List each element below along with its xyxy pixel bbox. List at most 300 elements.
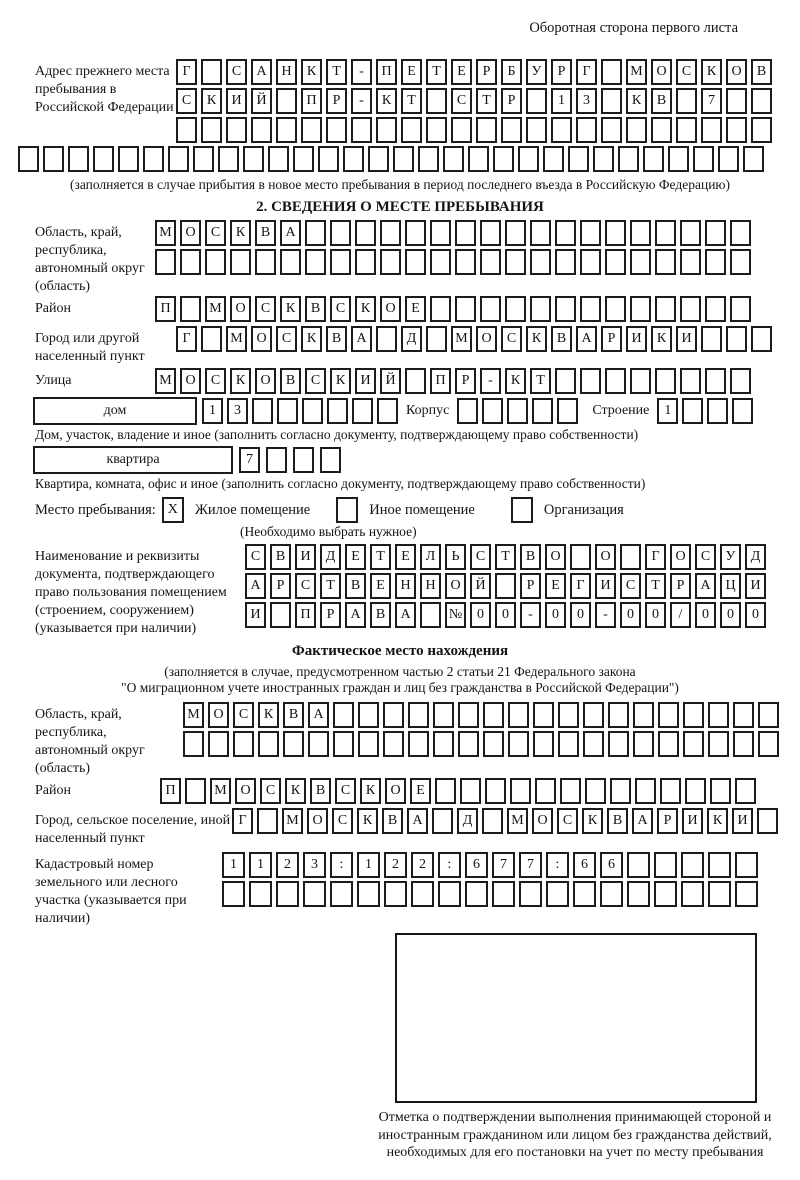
char-cell[interactable]: А — [351, 326, 372, 352]
char-cell[interactable] — [201, 326, 222, 352]
char-cell[interactable] — [535, 778, 556, 804]
char-cell[interactable]: Т — [476, 88, 497, 114]
char-cell[interactable] — [681, 881, 704, 907]
char-cell[interactable]: Р — [270, 573, 291, 599]
char-cell[interactable] — [505, 220, 526, 246]
char-cell[interactable]: С — [676, 59, 697, 85]
char-cell[interactable] — [708, 852, 731, 878]
char-cell[interactable] — [358, 731, 379, 757]
char-cell[interactable] — [302, 398, 323, 424]
char-cell[interactable]: В — [270, 544, 291, 570]
char-cell[interactable] — [730, 296, 751, 322]
char-cell[interactable]: У — [720, 544, 741, 570]
char-cell[interactable] — [468, 146, 489, 172]
char-cell[interactable]: 3 — [227, 398, 248, 424]
char-cell[interactable] — [380, 249, 401, 275]
char-cell[interactable]: К — [301, 326, 322, 352]
char-cell[interactable]: Т — [320, 573, 341, 599]
char-cell[interactable] — [411, 881, 434, 907]
char-cell[interactable] — [730, 249, 751, 275]
char-cell[interactable] — [630, 296, 651, 322]
char-cell[interactable] — [555, 296, 576, 322]
char-cell[interactable] — [358, 702, 379, 728]
char-cell[interactable]: М — [205, 296, 226, 322]
char-cell[interactable] — [751, 117, 772, 143]
char-cell[interactable] — [355, 249, 376, 275]
char-cell[interactable] — [233, 731, 254, 757]
char-cell[interactable]: : — [438, 852, 461, 878]
char-cell[interactable]: 6 — [600, 852, 623, 878]
char-cell[interactable] — [383, 731, 404, 757]
char-cell[interactable]: Д — [320, 544, 341, 570]
char-cell[interactable]: В — [280, 368, 301, 394]
char-cell[interactable] — [680, 296, 701, 322]
char-cell[interactable]: В — [370, 602, 391, 628]
char-cell[interactable] — [733, 702, 754, 728]
char-cell[interactable] — [533, 702, 554, 728]
char-cell[interactable] — [455, 249, 476, 275]
char-cell[interactable] — [249, 881, 272, 907]
char-cell[interactable]: Д — [457, 808, 478, 834]
char-cell[interactable]: 0 — [570, 602, 591, 628]
char-cell[interactable]: 1 — [222, 852, 245, 878]
char-cell[interactable] — [655, 249, 676, 275]
char-cell[interactable]: В — [651, 88, 672, 114]
char-cell[interactable] — [270, 602, 291, 628]
char-cell[interactable]: Р — [670, 573, 691, 599]
char-cell[interactable]: И — [595, 573, 616, 599]
char-cell[interactable]: С — [332, 808, 353, 834]
char-cell[interactable] — [601, 59, 622, 85]
char-cell[interactable]: В — [607, 808, 628, 834]
char-cell[interactable] — [618, 146, 639, 172]
char-cell[interactable]: И — [245, 602, 266, 628]
char-cell[interactable]: А — [345, 602, 366, 628]
organization-checkbox[interactable] — [511, 497, 533, 523]
char-cell[interactable] — [683, 731, 704, 757]
char-cell[interactable] — [405, 220, 426, 246]
char-cell[interactable]: Е — [405, 296, 426, 322]
char-cell[interactable] — [655, 220, 676, 246]
char-cell[interactable]: 3 — [303, 852, 326, 878]
char-cell[interactable] — [680, 249, 701, 275]
char-cell[interactable]: Б — [501, 59, 522, 85]
char-cell[interactable] — [433, 731, 454, 757]
char-cell[interactable]: О — [651, 59, 672, 85]
char-cell[interactable] — [530, 296, 551, 322]
char-cell[interactable] — [430, 249, 451, 275]
char-cell[interactable] — [222, 881, 245, 907]
char-cell[interactable] — [320, 447, 341, 473]
char-cell[interactable] — [526, 117, 547, 143]
char-cell[interactable] — [483, 731, 504, 757]
char-cell[interactable]: В — [520, 544, 541, 570]
char-cell[interactable]: П — [301, 88, 322, 114]
char-cell[interactable] — [180, 249, 201, 275]
char-cell[interactable] — [601, 88, 622, 114]
char-cell[interactable]: И — [226, 88, 247, 114]
char-cell[interactable] — [451, 117, 472, 143]
char-cell[interactable] — [480, 220, 501, 246]
char-cell[interactable]: Н — [420, 573, 441, 599]
char-cell[interactable] — [208, 731, 229, 757]
char-cell[interactable]: 1 — [357, 852, 380, 878]
char-cell[interactable] — [176, 117, 197, 143]
char-cell[interactable]: Р — [520, 573, 541, 599]
char-cell[interactable] — [546, 881, 569, 907]
char-cell[interactable]: О — [476, 326, 497, 352]
char-cell[interactable]: К — [355, 296, 376, 322]
char-cell[interactable]: 2 — [384, 852, 407, 878]
char-cell[interactable] — [643, 146, 664, 172]
char-cell[interactable]: 2 — [276, 852, 299, 878]
char-cell[interactable]: К — [258, 702, 279, 728]
char-cell[interactable] — [600, 881, 623, 907]
char-cell[interactable]: - — [351, 59, 372, 85]
char-cell[interactable]: В — [345, 573, 366, 599]
char-cell[interactable] — [708, 731, 729, 757]
char-cell[interactable] — [576, 117, 597, 143]
char-cell[interactable]: П — [430, 368, 451, 394]
char-cell[interactable]: О — [726, 59, 747, 85]
char-cell[interactable] — [118, 146, 139, 172]
char-cell[interactable]: С — [245, 544, 266, 570]
char-cell[interactable] — [605, 249, 626, 275]
char-cell[interactable] — [627, 852, 650, 878]
char-cell[interactable]: К — [626, 88, 647, 114]
char-cell[interactable] — [180, 296, 201, 322]
char-cell[interactable] — [507, 398, 528, 424]
char-cell[interactable]: К — [301, 59, 322, 85]
char-cell[interactable] — [438, 881, 461, 907]
char-cell[interactable]: 1 — [551, 88, 572, 114]
char-cell[interactable]: - — [480, 368, 501, 394]
char-cell[interactable] — [580, 249, 601, 275]
char-cell[interactable]: 0 — [545, 602, 566, 628]
char-cell[interactable] — [357, 881, 380, 907]
char-cell[interactable]: Т — [645, 573, 666, 599]
char-cell[interactable]: Г — [576, 59, 597, 85]
char-cell[interactable]: К — [230, 220, 251, 246]
char-cell[interactable]: 7 — [239, 447, 260, 473]
char-cell[interactable] — [383, 702, 404, 728]
char-cell[interactable]: - — [595, 602, 616, 628]
char-cell[interactable]: И — [626, 326, 647, 352]
char-cell[interactable]: 2 — [411, 852, 434, 878]
char-cell[interactable]: Р — [601, 326, 622, 352]
char-cell[interactable]: В — [310, 778, 331, 804]
char-cell[interactable] — [266, 447, 287, 473]
char-cell[interactable] — [526, 88, 547, 114]
char-cell[interactable]: № — [445, 602, 466, 628]
char-cell[interactable]: 1 — [249, 852, 272, 878]
char-cell[interactable] — [601, 117, 622, 143]
char-cell[interactable]: В — [551, 326, 572, 352]
char-cell[interactable]: Р — [455, 368, 476, 394]
char-cell[interactable] — [185, 778, 206, 804]
char-cell[interactable] — [557, 398, 578, 424]
char-cell[interactable]: И — [355, 368, 376, 394]
char-cell[interactable] — [93, 146, 114, 172]
char-cell[interactable]: Е — [545, 573, 566, 599]
char-cell[interactable] — [718, 146, 739, 172]
char-cell[interactable]: 0 — [695, 602, 716, 628]
char-cell[interactable]: И — [682, 808, 703, 834]
char-cell[interactable] — [482, 398, 503, 424]
char-cell[interactable] — [293, 447, 314, 473]
char-cell[interactable]: Л — [420, 544, 441, 570]
char-cell[interactable] — [201, 59, 222, 85]
char-cell[interactable]: П — [160, 778, 181, 804]
char-cell[interactable] — [705, 368, 726, 394]
char-cell[interactable]: 0 — [495, 602, 516, 628]
char-cell[interactable] — [430, 296, 451, 322]
char-cell[interactable]: С — [226, 59, 247, 85]
char-cell[interactable]: В — [305, 296, 326, 322]
char-cell[interactable]: О — [532, 808, 553, 834]
char-cell[interactable] — [730, 220, 751, 246]
char-cell[interactable] — [455, 220, 476, 246]
char-cell[interactable] — [726, 326, 747, 352]
char-cell[interactable] — [605, 220, 626, 246]
char-cell[interactable]: Н — [395, 573, 416, 599]
char-cell[interactable]: В — [751, 59, 772, 85]
char-cell[interactable] — [580, 220, 601, 246]
char-cell[interactable] — [343, 146, 364, 172]
char-cell[interactable] — [251, 117, 272, 143]
char-cell[interactable]: А — [245, 573, 266, 599]
char-cell[interactable] — [501, 117, 522, 143]
char-cell[interactable] — [655, 296, 676, 322]
char-cell[interactable]: К — [280, 296, 301, 322]
char-cell[interactable]: 1 — [657, 398, 678, 424]
char-cell[interactable] — [555, 220, 576, 246]
char-cell[interactable] — [455, 296, 476, 322]
char-cell[interactable]: А — [308, 702, 329, 728]
char-cell[interactable] — [393, 146, 414, 172]
char-cell[interactable] — [405, 368, 426, 394]
char-cell[interactable] — [276, 88, 297, 114]
char-cell[interactable]: Й — [380, 368, 401, 394]
char-cell[interactable]: Ц — [720, 573, 741, 599]
char-cell[interactable] — [351, 117, 372, 143]
char-cell[interactable] — [758, 702, 779, 728]
char-cell[interactable]: А — [576, 326, 597, 352]
char-cell[interactable] — [218, 146, 239, 172]
char-cell[interactable]: А — [280, 220, 301, 246]
char-cell[interactable] — [330, 220, 351, 246]
char-cell[interactable] — [654, 881, 677, 907]
char-cell[interactable] — [568, 146, 589, 172]
char-cell[interactable]: : — [546, 852, 569, 878]
char-cell[interactable] — [555, 249, 576, 275]
char-cell[interactable]: А — [251, 59, 272, 85]
char-cell[interactable]: С — [451, 88, 472, 114]
char-cell[interactable] — [730, 368, 751, 394]
char-cell[interactable]: О — [230, 296, 251, 322]
char-cell[interactable]: О — [180, 220, 201, 246]
char-cell[interactable] — [680, 220, 701, 246]
char-cell[interactable] — [519, 881, 542, 907]
char-cell[interactable]: В — [283, 702, 304, 728]
char-cell[interactable] — [252, 398, 273, 424]
char-cell[interactable] — [303, 881, 326, 907]
char-cell[interactable]: И — [732, 808, 753, 834]
char-cell[interactable] — [243, 146, 264, 172]
char-cell[interactable]: С — [695, 544, 716, 570]
char-cell[interactable] — [758, 731, 779, 757]
char-cell[interactable] — [530, 220, 551, 246]
char-cell[interactable] — [683, 702, 704, 728]
char-cell[interactable] — [580, 296, 601, 322]
char-cell[interactable] — [435, 778, 456, 804]
char-cell[interactable]: Р — [501, 88, 522, 114]
char-cell[interactable]: М — [210, 778, 231, 804]
char-cell[interactable] — [330, 249, 351, 275]
char-cell[interactable] — [726, 88, 747, 114]
char-cell[interactable] — [505, 249, 526, 275]
char-cell[interactable] — [610, 778, 631, 804]
char-cell[interactable]: 3 — [576, 88, 597, 114]
char-cell[interactable] — [676, 117, 697, 143]
char-cell[interactable]: : — [330, 852, 353, 878]
char-cell[interactable]: С — [295, 573, 316, 599]
char-cell[interactable] — [268, 146, 289, 172]
char-cell[interactable] — [258, 731, 279, 757]
char-cell[interactable]: 7 — [492, 852, 515, 878]
char-cell[interactable]: С — [557, 808, 578, 834]
char-cell[interactable] — [257, 808, 278, 834]
char-cell[interactable]: Й — [251, 88, 272, 114]
char-cell[interactable] — [283, 731, 304, 757]
char-cell[interactable]: 6 — [465, 852, 488, 878]
char-cell[interactable]: С — [233, 702, 254, 728]
char-cell[interactable] — [443, 146, 464, 172]
char-cell[interactable]: П — [295, 602, 316, 628]
char-cell[interactable] — [558, 702, 579, 728]
char-cell[interactable] — [620, 544, 641, 570]
char-cell[interactable] — [368, 146, 389, 172]
char-cell[interactable]: С — [205, 368, 226, 394]
char-cell[interactable]: Й — [470, 573, 491, 599]
char-cell[interactable] — [277, 398, 298, 424]
char-cell[interactable] — [701, 117, 722, 143]
char-cell[interactable]: А — [407, 808, 428, 834]
char-cell[interactable]: С — [176, 88, 197, 114]
char-cell[interactable]: П — [376, 59, 397, 85]
char-cell[interactable] — [630, 220, 651, 246]
char-cell[interactable]: А — [695, 573, 716, 599]
char-cell[interactable]: Т — [401, 88, 422, 114]
char-cell[interactable] — [635, 778, 656, 804]
char-cell[interactable] — [626, 117, 647, 143]
char-cell[interactable] — [583, 702, 604, 728]
other-premises-checkbox[interactable] — [336, 497, 358, 523]
char-cell[interactable] — [280, 249, 301, 275]
char-cell[interactable] — [751, 326, 772, 352]
char-cell[interactable] — [660, 778, 681, 804]
char-cell[interactable]: Р — [551, 59, 572, 85]
char-cell[interactable] — [143, 146, 164, 172]
char-cell[interactable]: Р — [657, 808, 678, 834]
char-cell[interactable] — [533, 731, 554, 757]
char-cell[interactable] — [276, 881, 299, 907]
char-cell[interactable]: В — [255, 220, 276, 246]
char-cell[interactable] — [318, 146, 339, 172]
char-cell[interactable] — [465, 881, 488, 907]
char-cell[interactable] — [532, 398, 553, 424]
char-cell[interactable] — [430, 220, 451, 246]
char-cell[interactable] — [330, 881, 353, 907]
char-cell[interactable] — [735, 852, 758, 878]
char-cell[interactable]: Т — [426, 59, 447, 85]
char-cell[interactable]: О — [255, 368, 276, 394]
char-cell[interactable]: Г — [176, 59, 197, 85]
char-cell[interactable] — [570, 544, 591, 570]
char-cell[interactable] — [352, 398, 373, 424]
char-cell[interactable]: 0 — [745, 602, 766, 628]
char-cell[interactable] — [420, 602, 441, 628]
char-cell[interactable]: К — [360, 778, 381, 804]
char-cell[interactable] — [276, 117, 297, 143]
char-cell[interactable]: 1 — [202, 398, 223, 424]
char-cell[interactable] — [458, 731, 479, 757]
char-cell[interactable]: 6 — [573, 852, 596, 878]
char-cell[interactable] — [735, 778, 756, 804]
char-cell[interactable] — [608, 702, 629, 728]
char-cell[interactable]: О — [380, 296, 401, 322]
char-cell[interactable]: И — [745, 573, 766, 599]
char-cell[interactable]: К — [505, 368, 526, 394]
char-cell[interactable] — [705, 249, 726, 275]
char-cell[interactable]: Е — [345, 544, 366, 570]
char-cell[interactable] — [555, 368, 576, 394]
char-cell[interactable]: С — [501, 326, 522, 352]
char-cell[interactable] — [426, 326, 447, 352]
char-cell[interactable] — [518, 146, 539, 172]
char-cell[interactable]: С — [276, 326, 297, 352]
char-cell[interactable] — [658, 731, 679, 757]
char-cell[interactable]: О — [670, 544, 691, 570]
char-cell[interactable] — [155, 249, 176, 275]
char-cell[interactable] — [551, 117, 572, 143]
char-cell[interactable]: Т — [495, 544, 516, 570]
char-cell[interactable]: С — [335, 778, 356, 804]
char-cell[interactable] — [476, 117, 497, 143]
char-cell[interactable]: Т — [530, 368, 551, 394]
char-cell[interactable]: О — [307, 808, 328, 834]
char-cell[interactable] — [333, 731, 354, 757]
char-cell[interactable] — [627, 881, 650, 907]
char-cell[interactable]: Н — [276, 59, 297, 85]
char-cell[interactable] — [460, 778, 481, 804]
char-cell[interactable] — [508, 702, 529, 728]
char-cell[interactable]: Е — [451, 59, 472, 85]
char-cell[interactable] — [608, 731, 629, 757]
char-cell[interactable]: Т — [370, 544, 391, 570]
char-cell[interactable]: - — [351, 88, 372, 114]
char-cell[interactable] — [380, 220, 401, 246]
char-cell[interactable] — [558, 731, 579, 757]
char-cell[interactable] — [630, 368, 651, 394]
char-cell[interactable] — [333, 702, 354, 728]
char-cell[interactable] — [226, 117, 247, 143]
char-cell[interactable]: М — [507, 808, 528, 834]
char-cell[interactable] — [735, 881, 758, 907]
apartment-box[interactable]: квартира — [33, 446, 233, 474]
char-cell[interactable] — [573, 881, 596, 907]
char-cell[interactable] — [605, 368, 626, 394]
